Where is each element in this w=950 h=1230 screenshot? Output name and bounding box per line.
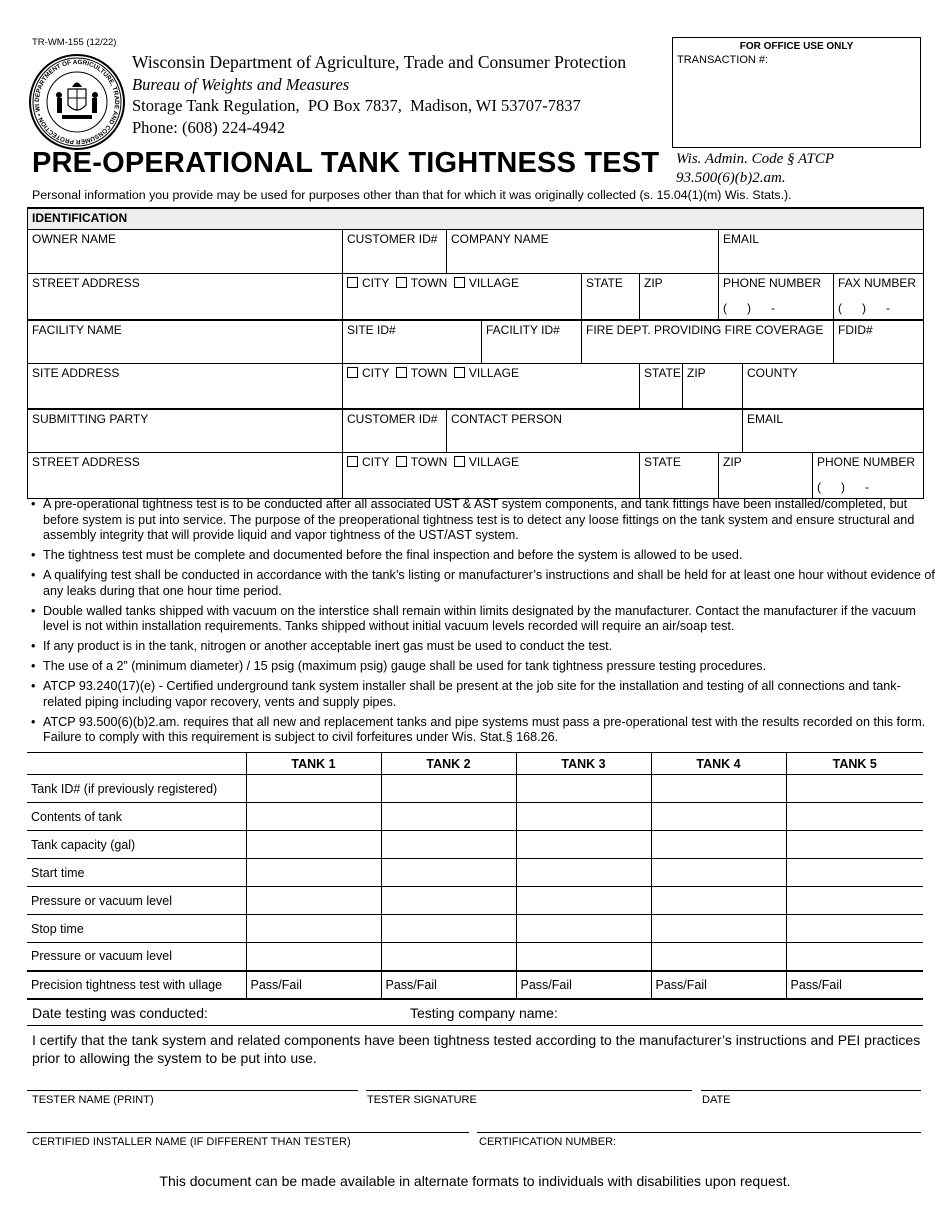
tank-header: TANK 2 xyxy=(381,753,516,775)
owner-name-field[interactable] xyxy=(28,229,343,273)
facility-name-field[interactable] xyxy=(28,320,343,363)
row-label: Tank capacity (gal) xyxy=(27,831,246,859)
phone-template: ( ) - xyxy=(723,301,775,315)
state-label: STATE xyxy=(644,365,681,380)
agency-address: Storage Tank Regulation, PO Box 7837, Madison, WI 53707-7837 xyxy=(132,96,581,115)
site-address-field[interactable] xyxy=(28,363,343,409)
tank-cell[interactable] xyxy=(246,831,381,859)
facility-name-label: FACILITY NAME xyxy=(32,323,122,337)
fdid-field[interactable] xyxy=(834,320,924,363)
form-number: TR-WM-155 (12/22) xyxy=(32,37,117,48)
village-checkbox[interactable] xyxy=(454,456,465,467)
tank-cell[interactable] xyxy=(246,859,381,887)
tank-cell[interactable] xyxy=(516,803,651,831)
accessibility-footer: This document can be made available in alternate formats to individuals with disabilities upon request. xyxy=(159,1173,791,1189)
agency-name: Wisconsin Department of Agriculture, Trade and Consumer Protection xyxy=(132,52,627,72)
seal-text: DEPARTMENT OF AGRICULTURE, TRADE AND CONSUMER PROTECTION • WI xyxy=(33,58,121,146)
site-id-field[interactable] xyxy=(343,320,482,363)
instruction-list xyxy=(27,497,939,750)
instruction-item: • Double walled tanks shipped with vacuum on the interstice shall remain within limits designated by the manufacturer. Contact the manufacturer if the vacuum level is not within installation requirements. Tanks shipped without initial vacuum levels recorded will require an air/soap test. xyxy=(43,604,939,635)
tank-cell[interactable] xyxy=(246,887,381,915)
zip-label: ZIP xyxy=(644,275,663,290)
village-checkbox[interactable] xyxy=(454,367,465,378)
submitter-municipality-field[interactable] xyxy=(343,452,640,498)
city-checkbox[interactable] xyxy=(347,277,358,288)
row-label: Tank ID# (if previously registered) xyxy=(27,775,246,803)
installer-name-line[interactable] xyxy=(27,1132,469,1133)
tank-cell[interactable] xyxy=(651,775,786,803)
owner-state-field[interactable] xyxy=(582,273,640,320)
site-id-label: SITE ID# xyxy=(347,323,396,337)
street-address-label: STREET ADDRESS xyxy=(32,275,140,290)
county-label: COUNTY xyxy=(747,365,798,380)
town-checkbox[interactable] xyxy=(396,456,407,467)
instruction-item: • ATCP 93.500(6)(b)2.am. requires that all new and replacement tanks and pipe systems must pass a pre-operational test with the results recorded on this form. Failure to comply with this requirement is subject to civil forfeitures under Wis. Stat.§ 168.26. xyxy=(43,715,939,746)
tank-cell[interactable] xyxy=(246,803,381,831)
state-label: STATE xyxy=(586,275,623,290)
town-label: TOWN xyxy=(410,275,448,290)
customer-id-label: CUSTOMER ID# xyxy=(347,231,438,246)
tank-test-table xyxy=(27,752,923,1000)
city-checkbox[interactable] xyxy=(347,456,358,467)
city-checkbox[interactable] xyxy=(347,367,358,378)
email-label: EMAIL xyxy=(723,231,760,246)
fax-number-label: FAX NUMBER xyxy=(838,275,917,290)
site-zip-field[interactable] xyxy=(683,363,743,409)
tester-name-label: TESTER NAME (PRINT) xyxy=(32,1094,154,1106)
pass-fail-cell[interactable]: Pass/Fail xyxy=(246,971,381,999)
site-address-label: SITE ADDRESS xyxy=(32,365,120,380)
city-label: CITY xyxy=(362,365,390,380)
city-label: CITY xyxy=(362,275,390,290)
village-checkbox[interactable] xyxy=(454,277,465,288)
owner-zip-field[interactable] xyxy=(640,273,719,320)
submitting-party-label: SUBMITTING PARTY xyxy=(32,412,149,426)
privacy-notice: Personal information you provide may be used for purposes other than that for which it was originally collected (s. 15.04(1)(m) Wis. Stats.). xyxy=(32,188,792,202)
tank-header: TANK 5 xyxy=(786,753,923,775)
table-row xyxy=(27,831,923,859)
tank-cell[interactable] xyxy=(651,887,786,915)
tank-cell[interactable] xyxy=(381,831,516,859)
row-label: Pressure or vacuum level xyxy=(27,887,246,915)
company-name-label: COMPANY NAME xyxy=(451,231,549,246)
submitting-party-field[interactable] xyxy=(28,409,343,452)
pass-fail-cell[interactable]: Pass/Fail xyxy=(651,971,786,999)
admin-code: Wis. Admin. Code § ATCP 93.500(6)(b)2.am. xyxy=(676,151,834,186)
customer-id-label: CUSTOMER ID# xyxy=(347,412,438,426)
tester-name-line[interactable] xyxy=(27,1090,358,1091)
tank-cell[interactable] xyxy=(246,915,381,943)
tank-cell[interactable] xyxy=(381,803,516,831)
owner-name-label: OWNER NAME xyxy=(32,231,116,246)
date-line[interactable] xyxy=(701,1090,921,1091)
pass-fail-cell[interactable]: Pass/Fail xyxy=(381,971,516,999)
tank-cell[interactable] xyxy=(246,775,381,803)
transaction-label: TRANSACTION #: xyxy=(677,54,769,66)
cert-number-label: CERTIFICATION NUMBER: xyxy=(479,1136,617,1148)
tank-cell[interactable] xyxy=(381,943,516,971)
email-label: EMAIL xyxy=(747,412,784,426)
table-row xyxy=(27,971,923,999)
site-municipality-field[interactable] xyxy=(343,363,640,409)
row-label: Stop time xyxy=(27,915,246,943)
table-row xyxy=(27,859,923,887)
street-address-label: STREET ADDRESS xyxy=(32,454,140,469)
tank-cell[interactable] xyxy=(516,887,651,915)
town-label: TOWN xyxy=(410,365,448,380)
tank-cell[interactable] xyxy=(381,775,516,803)
testing-company-label: Testing company name: xyxy=(410,1005,558,1021)
fax-template: ( ) - xyxy=(838,301,890,315)
tester-signature-label: TESTER SIGNATURE xyxy=(367,1094,477,1106)
page-title: PRE-OPERATIONAL TANK TIGHTNESS TEST xyxy=(32,147,660,179)
county-field[interactable] xyxy=(743,363,924,409)
submitter-state-field[interactable] xyxy=(640,452,719,498)
office-use-title: FOR OFFICE USE ONLY xyxy=(739,41,854,52)
contact-person-label: CONTACT PERSON xyxy=(451,412,562,426)
fdid-label: FDID# xyxy=(838,323,873,337)
fire-dept-label: FIRE DEPT. PROVIDING FIRE COVERAGE xyxy=(586,323,824,337)
instruction-item: • ATCP 93.240(17)(e) - Certified underground tank system installer shall be present at the job site for the installation and testing of all connections and tank-related piping including vapor recovery, vents and supply pipes. xyxy=(43,679,939,710)
pass-fail-cell[interactable]: Pass/Fail xyxy=(786,971,923,999)
identification-table xyxy=(27,207,924,499)
owner-municipality-field[interactable] xyxy=(343,273,582,320)
facility-id-label: FACILITY ID# xyxy=(486,323,560,337)
site-state-field[interactable] xyxy=(640,363,683,409)
row-label: Precision tightness test with ullage xyxy=(27,971,246,999)
state-label: STATE xyxy=(644,454,681,469)
instruction-item: • The tightness test must be complete and documented before the final inspection and before the system is allowed to be used. xyxy=(43,548,939,564)
submitter-phone-field[interactable] xyxy=(813,452,924,498)
town-label: TOWN xyxy=(410,454,448,469)
table-row xyxy=(27,775,923,803)
fire-dept-field[interactable] xyxy=(582,320,834,363)
row-label: Pressure or vacuum level xyxy=(27,943,246,971)
office-use-box xyxy=(672,37,921,148)
tank-header: TANK 4 xyxy=(651,753,786,775)
submitter-zip-field[interactable] xyxy=(719,452,813,498)
tank-cell[interactable] xyxy=(786,859,923,887)
submitter-customer-id-field[interactable] xyxy=(343,409,447,452)
phone-number-label: PHONE NUMBER xyxy=(817,454,916,469)
tank-cell[interactable] xyxy=(651,915,786,943)
tank-cell[interactable] xyxy=(516,943,651,971)
tank-cell[interactable] xyxy=(786,887,923,915)
city-label: CITY xyxy=(362,454,390,469)
instruction-item: • A pre-operational tightness test is to be conducted after all associated UST & AST system components, and tank fittings have been installed/completed, but before system is put into service. The purpose of the preoperational tightness test is to detect any loose fittings on the tank system and ensure structural and assembly integrity that will provide liquid and vapor tightness of the UST/AST system. xyxy=(43,497,939,544)
instruction-item: • A qualifying test shall be conducted in accordance with the tank’s listing or manufacturer’s instructions and shall be held for at least one hour without evidence of any leaks during that one hour time period. xyxy=(43,568,939,599)
tank-cell[interactable] xyxy=(786,915,923,943)
village-label: VILLAGE xyxy=(468,275,519,290)
tester-signature-line[interactable] xyxy=(366,1090,692,1091)
tank-cell[interactable] xyxy=(651,859,786,887)
tank-cell[interactable] xyxy=(381,887,516,915)
tank-cell[interactable] xyxy=(246,943,381,971)
instruction-item: • The use of a 2” (minimum diameter) / 15 psig (maximum psig) gauge shall be used for tank tightness pressure testing procedures. xyxy=(43,659,939,675)
tank-cell[interactable] xyxy=(651,803,786,831)
date-label: DATE xyxy=(702,1094,731,1106)
village-label: VILLAGE xyxy=(468,365,519,380)
company-name-field[interactable] xyxy=(447,229,719,273)
tank-cell[interactable] xyxy=(651,943,786,971)
table-row xyxy=(27,887,923,915)
tank-cell[interactable] xyxy=(786,943,923,971)
certification-statement: I certify that the tank system and related components have been tightness tested according to the manufacturer’s instructions and PEI practices prior to allowing the system to be put into use. xyxy=(32,1032,921,1066)
state-seal xyxy=(28,53,126,151)
owner-email-field[interactable] xyxy=(719,229,924,273)
tank-header: TANK 3 xyxy=(516,753,651,775)
tank-header: TANK 1 xyxy=(246,753,381,775)
installer-name-label: CERTIFIED INSTALLER NAME (IF DIFFERENT THAN TESTER) xyxy=(32,1136,351,1148)
table-row xyxy=(27,915,923,943)
tank-table-corner xyxy=(27,753,246,775)
contact-person-field[interactable] xyxy=(447,409,743,452)
tank-cell[interactable] xyxy=(381,859,516,887)
tank-cell[interactable] xyxy=(516,859,651,887)
tank-cell[interactable] xyxy=(516,775,651,803)
tank-cell[interactable] xyxy=(381,915,516,943)
instruction-item: • If any product is in the tank, nitrogen or another acceptable inert gas must be used to conduct the test. xyxy=(43,639,939,655)
zip-label: ZIP xyxy=(687,365,706,380)
tank-cell[interactable] xyxy=(786,803,923,831)
tank-cell[interactable] xyxy=(786,775,923,803)
phone-number-label: PHONE NUMBER xyxy=(723,275,822,290)
cert-number-line[interactable] xyxy=(477,1132,921,1133)
owner-phone-field[interactable] xyxy=(719,273,834,320)
submitter-street-field[interactable] xyxy=(28,452,343,498)
pass-fail-cell[interactable]: Pass/Fail xyxy=(516,971,651,999)
owner-street-field[interactable] xyxy=(28,273,343,320)
identification-header: IDENTIFICATION xyxy=(28,208,924,229)
tank-cell[interactable] xyxy=(516,915,651,943)
row-label: Start time xyxy=(27,859,246,887)
village-label: VILLAGE xyxy=(468,454,519,469)
bureau-name: Bureau of Weights and Measures xyxy=(132,75,350,94)
date-testing-label: Date testing was conducted: xyxy=(32,1005,208,1021)
owner-fax-field[interactable] xyxy=(834,273,924,320)
tank-cell[interactable] xyxy=(786,831,923,859)
tank-cell[interactable] xyxy=(651,831,786,859)
submitter-email-field[interactable] xyxy=(743,409,924,452)
row-label: Contents of tank xyxy=(27,803,246,831)
town-checkbox[interactable] xyxy=(396,277,407,288)
divider xyxy=(27,1025,923,1026)
zip-label: ZIP xyxy=(723,454,742,469)
agency-phone: Phone: (608) 224-4942 xyxy=(132,118,286,137)
facility-id-field[interactable] xyxy=(482,320,582,363)
owner-customer-id-field[interactable] xyxy=(343,229,447,273)
phone-template: ( ) - xyxy=(817,479,869,494)
table-row xyxy=(27,943,923,971)
table-row xyxy=(27,803,923,831)
town-checkbox[interactable] xyxy=(396,367,407,378)
tank-cell[interactable] xyxy=(516,831,651,859)
